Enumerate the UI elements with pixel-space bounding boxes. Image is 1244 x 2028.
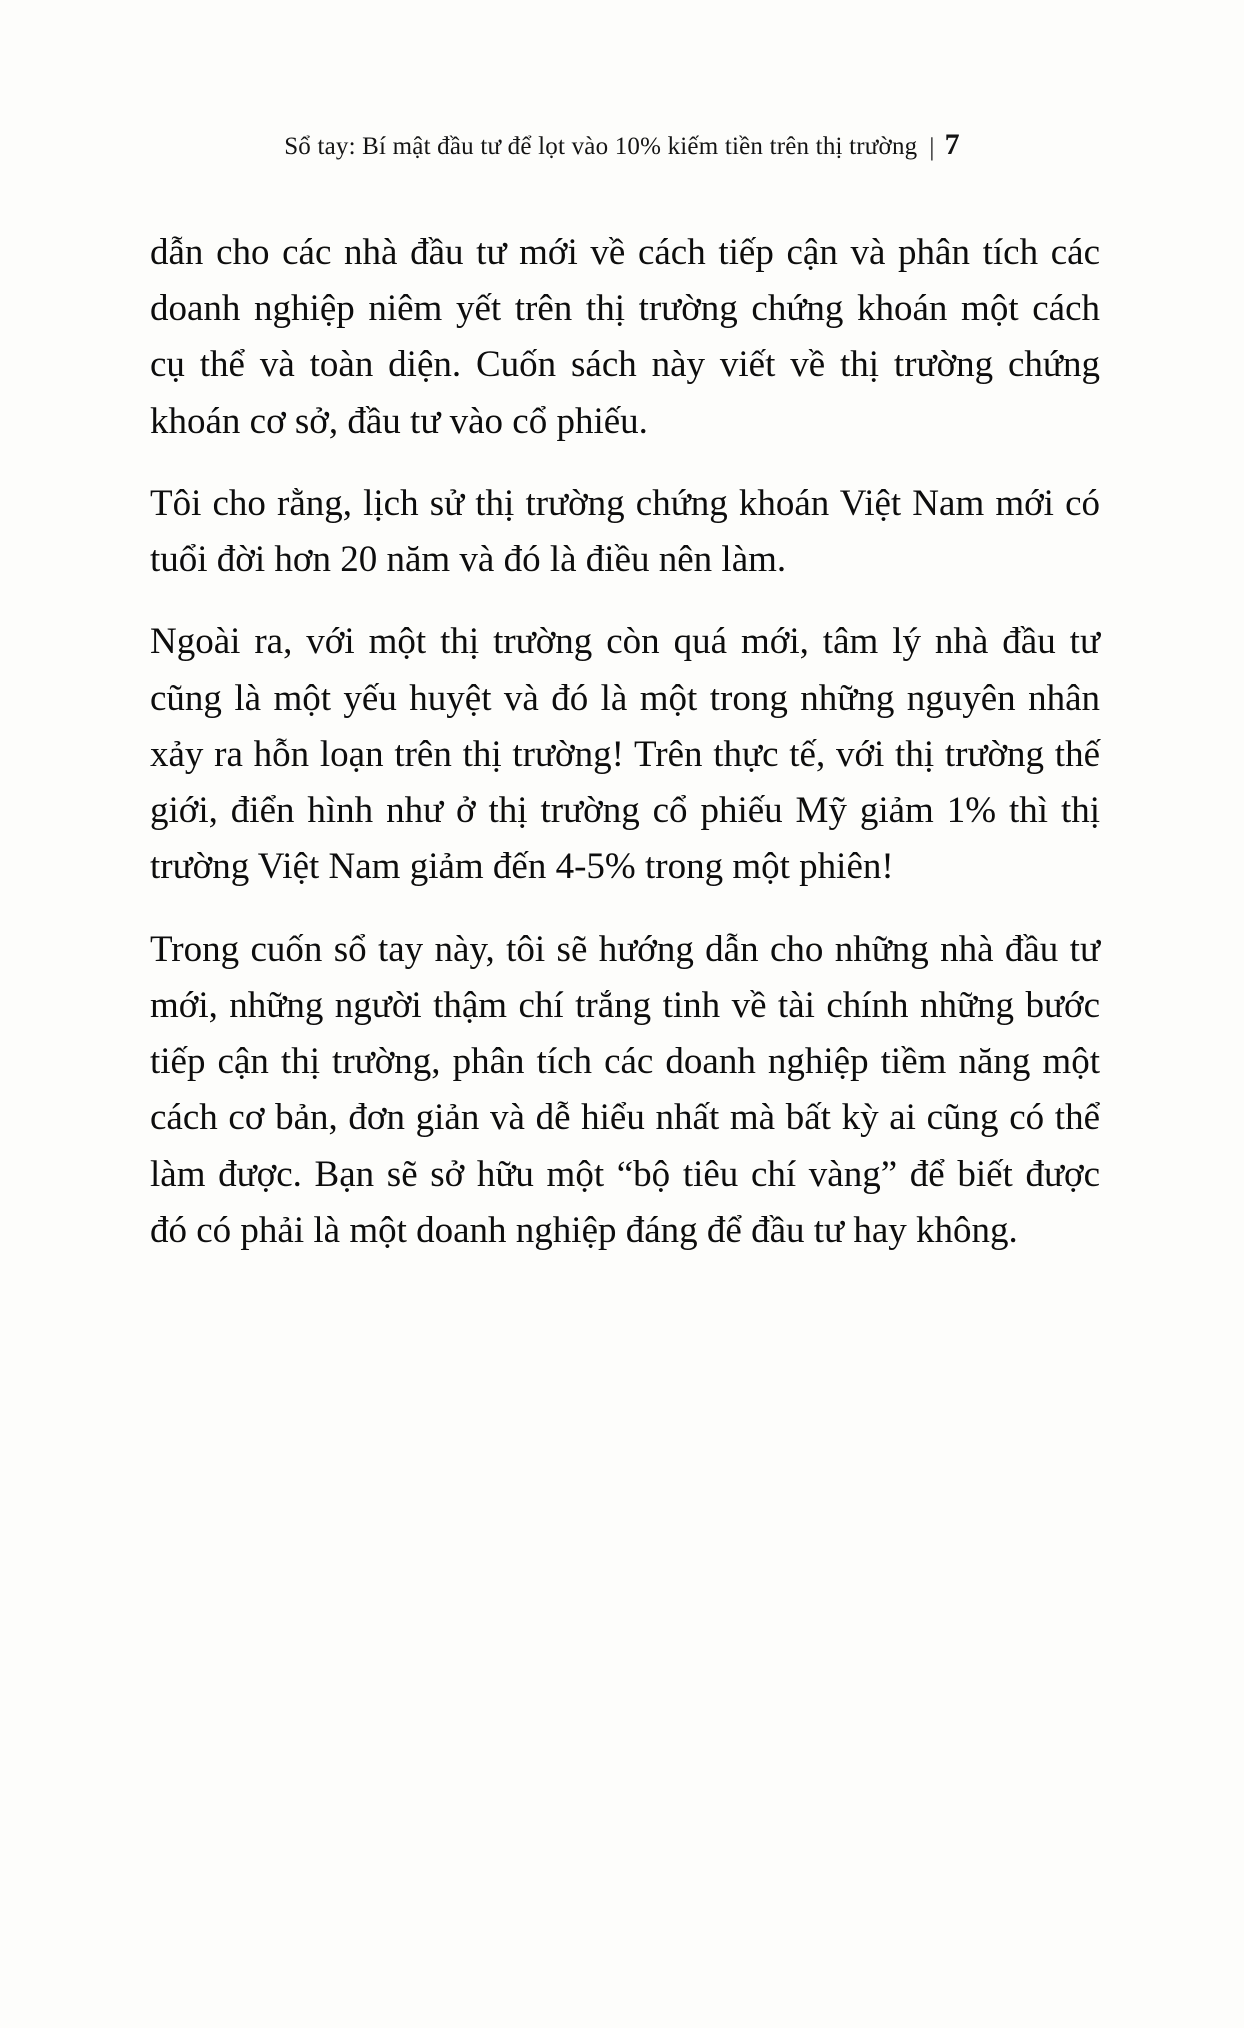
running-head-title: Sổ tay: Bí mật đầu tư để lọt vào 10% kiếm tiền trên thị trường [284, 133, 918, 160]
paragraph-4: Trong cuốn sổ tay này, tôi sẽ hướng dẫn cho những nhà đầu tư mới, những người thậm chí trắng tinh về tài chính những bước tiếp cận thị trường, phân tích các doanh nghiệp tiềm năng một cách cơ bản, đơn giản và dễ hiểu nhất mà bất kỳ ai cũng có thể làm được. Bạn sẽ sở hữu một “bộ tiêu chí vàng” để biết được đó có phải là một doanh nghiệp đáng để đầu tư hay không. [150, 928, 1100, 1251]
running-head [0, 128, 1244, 162]
paragraph-2: Tôi cho rằng, lịch sử thị trường chứng khoán Việt Nam mới có tuổi đời hơn 20 năm và đó là điều nên làm. [150, 482, 1100, 581]
paragraph-1: dẫn cho các nhà đầu tư mới về cách tiếp cận và phân tích các doanh nghiệp niêm yết trên thị trường chứng khoán một cách cụ thể và toàn diện. Cuốn sách này viết về thị trường chứng khoán cơ sở, đầu tư vào cổ phiếu. [150, 232, 1100, 442]
paragraph-3: Ngoài ra, với một thị trường còn quá mới, tâm lý nhà đầu tư cũng là một yếu huyệt và đó là một trong những nguyên nhân xảy ra hỗn loạn trên thị trường! Trên thực tế, với thị trường thế giới, điển hình như ở thị trường cổ phiếu Mỹ giảm 1% thì thị trường Việt Nam giảm đến 4-5% trong một phiên! [150, 621, 1100, 888]
page-number: 7 [944, 128, 960, 161]
running-head-separator: | [929, 134, 935, 161]
body-text [150, 225, 1100, 1259]
